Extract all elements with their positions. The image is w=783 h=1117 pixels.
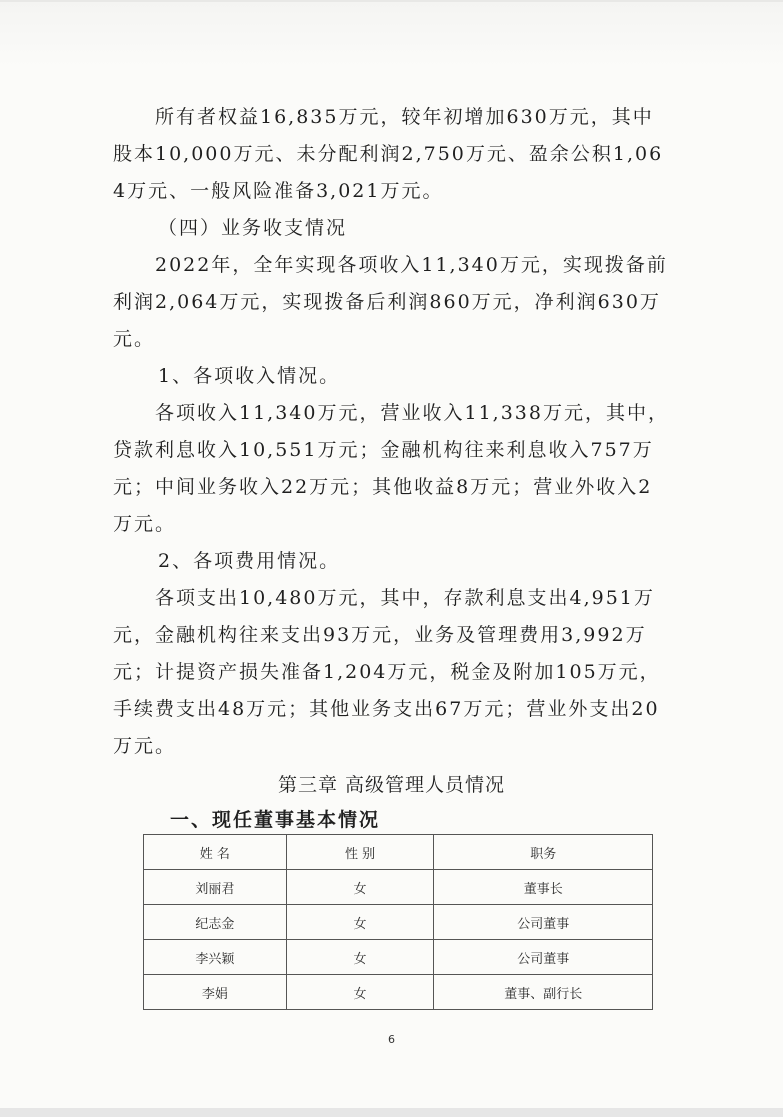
- table-row: [144, 975, 653, 1010]
- summary-2022-paragraph: 2022年，全年实现各项收入11,340万元，实现拨备前利润2,064万元，实现拨备后利润860万元，净利润630万元。: [113, 254, 668, 350]
- cell-position: 公司董事: [434, 905, 653, 940]
- header-name: 姓 名: [144, 835, 287, 870]
- cell-gender: 女: [286, 870, 434, 905]
- cell-name: 李娟: [144, 975, 287, 1010]
- header-gender: 性 别: [286, 835, 434, 870]
- cell-position: 董事长: [434, 870, 653, 905]
- scan-edge-bottom: [0, 1108, 783, 1117]
- cell-name: 李兴颖: [144, 940, 287, 975]
- table-row: [144, 870, 653, 905]
- chapter-title: 第三章 高级管理人员情况: [277, 774, 506, 796]
- table-row: [144, 905, 653, 940]
- cell-position: 董事、副行长: [434, 975, 653, 1010]
- cell-gender: 女: [286, 905, 434, 940]
- scan-edge-top: [0, 0, 783, 2]
- directors-table: [143, 834, 653, 1010]
- equity-paragraph: 所有者权益16,835万元，较年初增加630万元，其中股本10,000万元、未分配利润2,750万元、盈余公积1,064万元、一般风险准备3,021万元。: [113, 106, 664, 202]
- header-position: 职务: [434, 835, 653, 870]
- cell-gender: 女: [286, 940, 434, 975]
- cell-name: 刘丽君: [144, 870, 287, 905]
- expense-heading: 2、各项费用情况。: [158, 550, 341, 572]
- cell-name: 纪志金: [144, 905, 287, 940]
- cell-gender: 女: [286, 975, 434, 1010]
- cell-position: 公司董事: [434, 940, 653, 975]
- section-1-heading: 一、现任董事基本情况: [170, 809, 381, 831]
- page-number: 6: [388, 1033, 395, 1046]
- table-header-row: [144, 835, 653, 870]
- expense-detail-paragraph: 各项支出10,480万元，其中，存款利息支出4,951万元，金融机构往来支出93万元，业务及管理费用3,992万元；计提资产损失准备1,204万元，税金及附加105万元，手续费支出48万元；其他业务支出67万元；营业外支出20万元。: [113, 587, 661, 757]
- income-detail-paragraph: 各项收入11,340万元，营业收入11,338万元，其中，贷款利息收入10,551万元；金融机构往来利息收入757万元；中间业务收入22万元；其他收益8万元；营业外收入2万元。: [113, 402, 669, 535]
- table-row: [144, 940, 653, 975]
- section-4-heading: （四）业务收支情况: [158, 217, 348, 239]
- income-heading: 1、各项收入情况。: [158, 365, 341, 387]
